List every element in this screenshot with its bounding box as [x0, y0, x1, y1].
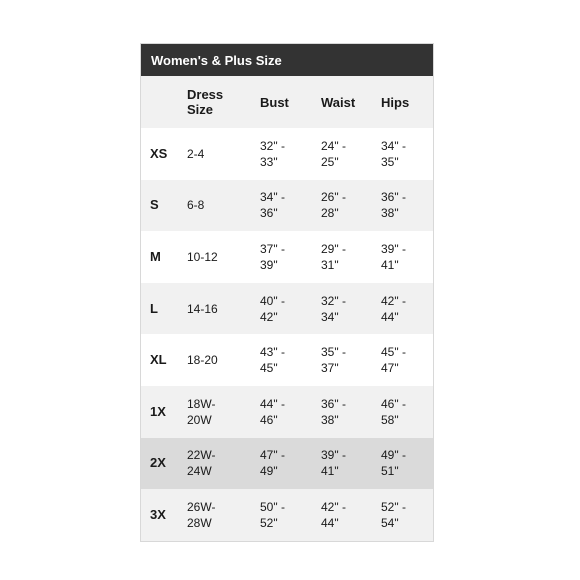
- table-row: [141, 489, 433, 541]
- cell-dress-size: 22W- 24W: [187, 448, 216, 479]
- header-hips: Hips: [381, 94, 410, 110]
- table-row: [141, 386, 433, 438]
- cell-hips: 52" - 54": [381, 499, 406, 530]
- cell-bust: 34" - 36": [260, 190, 285, 221]
- cell-waist: 39" - 41": [321, 448, 346, 479]
- cell-dress-size: 2-4: [187, 146, 205, 161]
- cell-size: XS: [150, 145, 168, 161]
- cell-size: XL: [150, 352, 167, 368]
- cell-waist: 24" - 25": [321, 138, 346, 169]
- table-row: [141, 180, 433, 232]
- cell-hips: 36" - 38": [381, 190, 406, 221]
- cell-waist: 35" - 37": [321, 345, 346, 376]
- cell-hips: 49" - 51": [381, 448, 406, 479]
- table-row: [141, 334, 433, 386]
- cell-bust: 50" - 52": [260, 499, 285, 530]
- cell-hips: 34" - 35": [381, 138, 406, 169]
- cell-hips: 39" - 41": [381, 241, 406, 272]
- size-chart: [140, 43, 434, 542]
- cell-bust: 37" - 39": [260, 241, 285, 272]
- cell-bust: 47" - 49": [260, 448, 285, 479]
- cell-size: L: [150, 300, 158, 316]
- cell-waist: 42" - 44": [321, 499, 346, 530]
- cell-hips: 46" - 58": [381, 396, 406, 427]
- cell-dress-size: 10-12: [187, 249, 218, 264]
- cell-hips: 45" - 47": [381, 345, 406, 376]
- cell-size: 3X: [150, 506, 166, 522]
- cell-hips: 42" - 44": [381, 293, 406, 324]
- cell-waist: 32" - 34": [321, 293, 346, 324]
- cell-size: M: [150, 248, 161, 264]
- table-row: [141, 283, 433, 335]
- cell-dress-size: 14-16: [187, 301, 218, 316]
- size-table: [141, 76, 433, 541]
- chart-title: Women's & Plus Size: [141, 44, 433, 76]
- cell-dress-size: 6-8: [187, 198, 205, 213]
- cell-waist: 36" - 38": [321, 396, 346, 427]
- header-waist: Waist: [321, 94, 356, 110]
- table-header-row: [141, 76, 433, 128]
- cell-dress-size: 18-20: [187, 353, 218, 368]
- cell-size: 2X: [150, 455, 166, 471]
- table-row: [141, 438, 433, 490]
- cell-bust: 40" - 42": [260, 293, 285, 324]
- cell-bust: 43" - 45": [260, 345, 285, 376]
- header-bust: Bust: [260, 94, 289, 110]
- cell-size: 1X: [150, 403, 166, 419]
- cell-dress-size: 26W- 28W: [187, 499, 216, 530]
- cell-dress-size: 18W- 20W: [187, 396, 216, 427]
- cell-waist: 26" - 28": [321, 190, 346, 221]
- cell-waist: 29" - 31": [321, 241, 346, 272]
- cell-bust: 32" - 33": [260, 138, 285, 169]
- cell-size: S: [150, 197, 159, 213]
- table-row: [141, 128, 433, 180]
- cell-bust: 44" - 46": [260, 396, 285, 427]
- header-dress-size: Dress Size: [187, 87, 224, 117]
- header-size: [141, 76, 178, 128]
- table-row: [141, 231, 433, 283]
